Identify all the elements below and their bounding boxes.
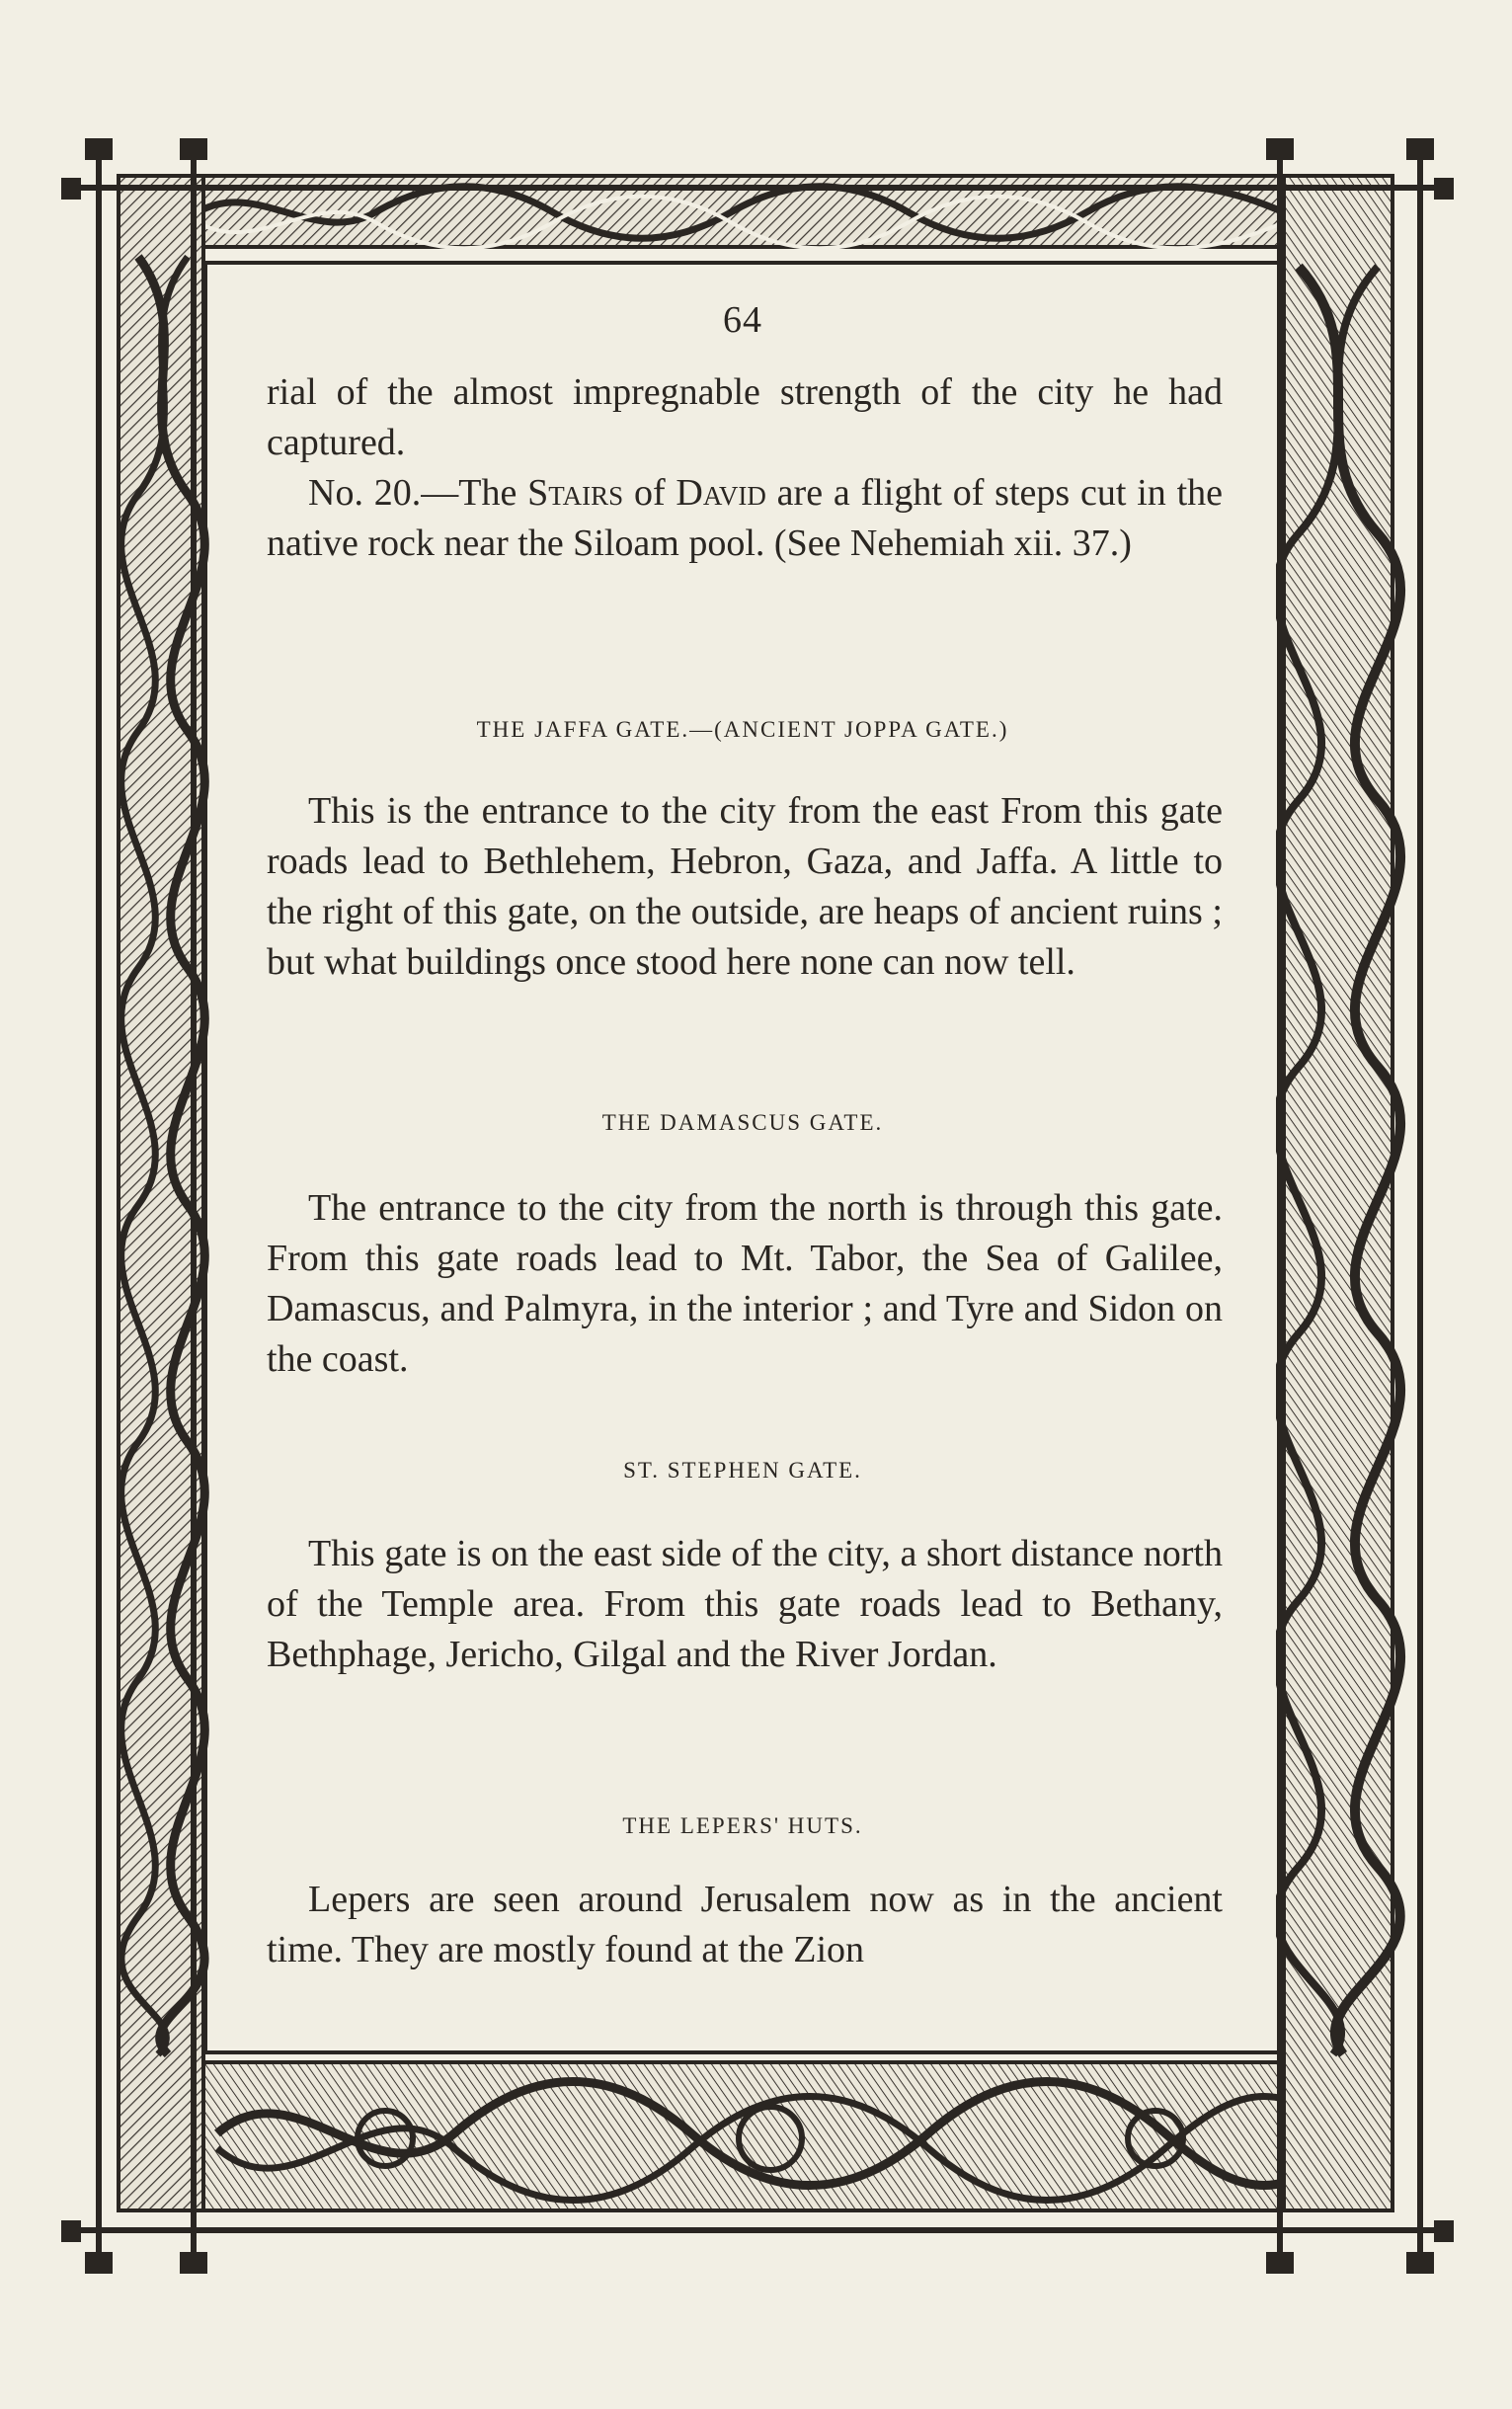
heading-jaffa-gate: THE JAFFA GATE.—(ANCIENT JOPPA GATE.): [476, 717, 1009, 742]
paragraph-stairs-of-david: [267, 468, 1223, 569]
right-border-band: [1276, 176, 1400, 2210]
paragraph-jaffa-gate: [267, 786, 1223, 988]
jaffa-gate-text: This is the entrance to the city from the east From this gate roads lead to Bethlehem, Hebron, Gaza, and Jaffa. A little to the right of this gate, on the outside, are heaps of ancient ruins ; but what buildings once stood here none can now tell.: [267, 790, 1223, 983]
heading-st-stephen-gate: ST. STEPHEN GATE.: [623, 1458, 862, 1483]
stairs-rest: are a flight of steps cut in the native rock near the Siloam pool. (See Nehemiah xii. 37.): [267, 472, 1224, 564]
stairs-prefix: No. 20.—The: [308, 472, 528, 514]
bottom-border-band: [119, 2062, 1393, 2210]
st-stephen-gate-text: This gate is on the east side of the city, a short distance north of the Temple area. From this gate roads lead to Bethany, Bethphage, Jericho, Gilgal and the River Jordan.: [267, 1533, 1223, 1675]
paragraph-damascus-gate: [267, 1183, 1223, 1385]
david-term: David: [676, 472, 766, 514]
stairs-term: Stairs: [527, 472, 624, 514]
paragraph-intro-text: rial of the almost impregnable strength of the city he had captured.: [267, 371, 1223, 463]
heading-damascus-gate: THE DAMASCUS GATE.: [601, 1110, 884, 1135]
paragraph-st-stephen-gate: [267, 1529, 1223, 1680]
paragraph-lepers-huts: [267, 1875, 1223, 1975]
text-panel: [209, 269, 1276, 2047]
lepers-huts-text: Lepers are seen around Jerusalem now as in the ancient time. They are mostly found at the Zion: [267, 1879, 1223, 1970]
page-number: 64: [723, 299, 762, 341]
paragraph-intro: [267, 367, 1223, 468]
damascus-gate-text: The entrance to the city from the north is through this gate. From this gate roads lead to Mt. Tabor, the Sea of Galilee, Damascus, and Palmyra, in the interior ; and Tyre and Sidon on the coast.: [267, 1187, 1223, 1380]
heading-lepers-huts: THE LEPERS' HUTS.: [622, 1813, 863, 1838]
stairs-of: of: [623, 472, 676, 514]
